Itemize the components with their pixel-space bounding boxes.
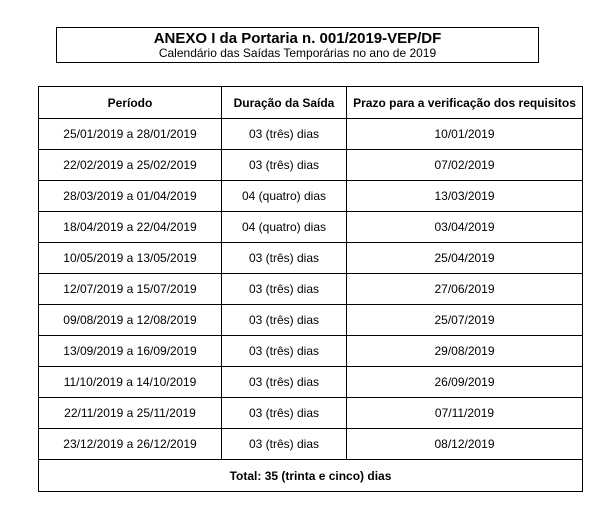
table-row	[39, 243, 583, 274]
cell-duracao: 03 (três) dias	[222, 243, 347, 274]
cell-periodo: 22/11/2019 a 25/11/2019	[39, 398, 222, 429]
table-row	[39, 305, 583, 336]
document-header	[56, 27, 539, 63]
cell-prazo: 08/12/2019	[347, 429, 583, 460]
cell-duracao: 03 (três) dias	[222, 274, 347, 305]
cell-duracao: 03 (três) dias	[222, 305, 347, 336]
cell-periodo: 09/08/2019 a 12/08/2019	[39, 305, 222, 336]
cell-duracao: 03 (três) dias	[222, 398, 347, 429]
cell-prazo: 07/11/2019	[347, 398, 583, 429]
cell-prazo: 25/07/2019	[347, 305, 583, 336]
cell-periodo: 25/01/2019 a 28/01/2019	[39, 119, 222, 150]
total-days: Total: 35 (trinta e cinco) dias	[39, 460, 583, 492]
column-header-periodo: Período	[39, 87, 222, 119]
column-header-prazo: Prazo para a verificação dos requisitos	[347, 87, 583, 119]
table-row	[39, 398, 583, 429]
table-row	[39, 336, 583, 367]
cell-prazo: 13/03/2019	[347, 181, 583, 212]
cell-prazo: 29/08/2019	[347, 336, 583, 367]
cell-duracao: 03 (três) dias	[222, 336, 347, 367]
calendar-table	[38, 86, 583, 492]
cell-duracao: 03 (três) dias	[222, 150, 347, 181]
cell-prazo: 27/06/2019	[347, 274, 583, 305]
cell-duracao: 03 (três) dias	[222, 367, 347, 398]
table-row	[39, 212, 583, 243]
cell-prazo: 25/04/2019	[347, 243, 583, 274]
cell-duracao: 04 (quatro) dias	[222, 181, 347, 212]
table-row	[39, 429, 583, 460]
table-row	[39, 181, 583, 212]
document-title: ANEXO I da Portaria n. 001/2019-VEP/DF	[153, 30, 442, 47]
table-row	[39, 274, 583, 305]
table-total-row	[39, 460, 583, 492]
cell-duracao: 03 (três) dias	[222, 429, 347, 460]
cell-duracao: 04 (quatro) dias	[222, 212, 347, 243]
cell-periodo: 10/05/2019 a 13/05/2019	[39, 243, 222, 274]
table-header-row	[39, 87, 583, 119]
cell-prazo: 10/01/2019	[347, 119, 583, 150]
cell-periodo: 22/02/2019 a 25/02/2019	[39, 150, 222, 181]
cell-prazo: 26/09/2019	[347, 367, 583, 398]
cell-periodo: 12/07/2019 a 15/07/2019	[39, 274, 222, 305]
cell-duracao: 03 (três) dias	[222, 119, 347, 150]
cell-prazo: 03/04/2019	[347, 212, 583, 243]
table-row	[39, 367, 583, 398]
column-header-duracao: Duração da Saída	[222, 87, 347, 119]
table-row	[39, 119, 583, 150]
document-subtitle: Calendário das Saídas Temporárias no ano de 2019	[158, 46, 437, 60]
cell-periodo: 13/09/2019 a 16/09/2019	[39, 336, 222, 367]
cell-periodo: 11/10/2019 a 14/10/2019	[39, 367, 222, 398]
cell-periodo: 23/12/2019 a 26/12/2019	[39, 429, 222, 460]
table-row	[39, 150, 583, 181]
cell-prazo: 07/02/2019	[347, 150, 583, 181]
cell-periodo: 28/03/2019 a 01/04/2019	[39, 181, 222, 212]
cell-periodo: 18/04/2019 a 22/04/2019	[39, 212, 222, 243]
